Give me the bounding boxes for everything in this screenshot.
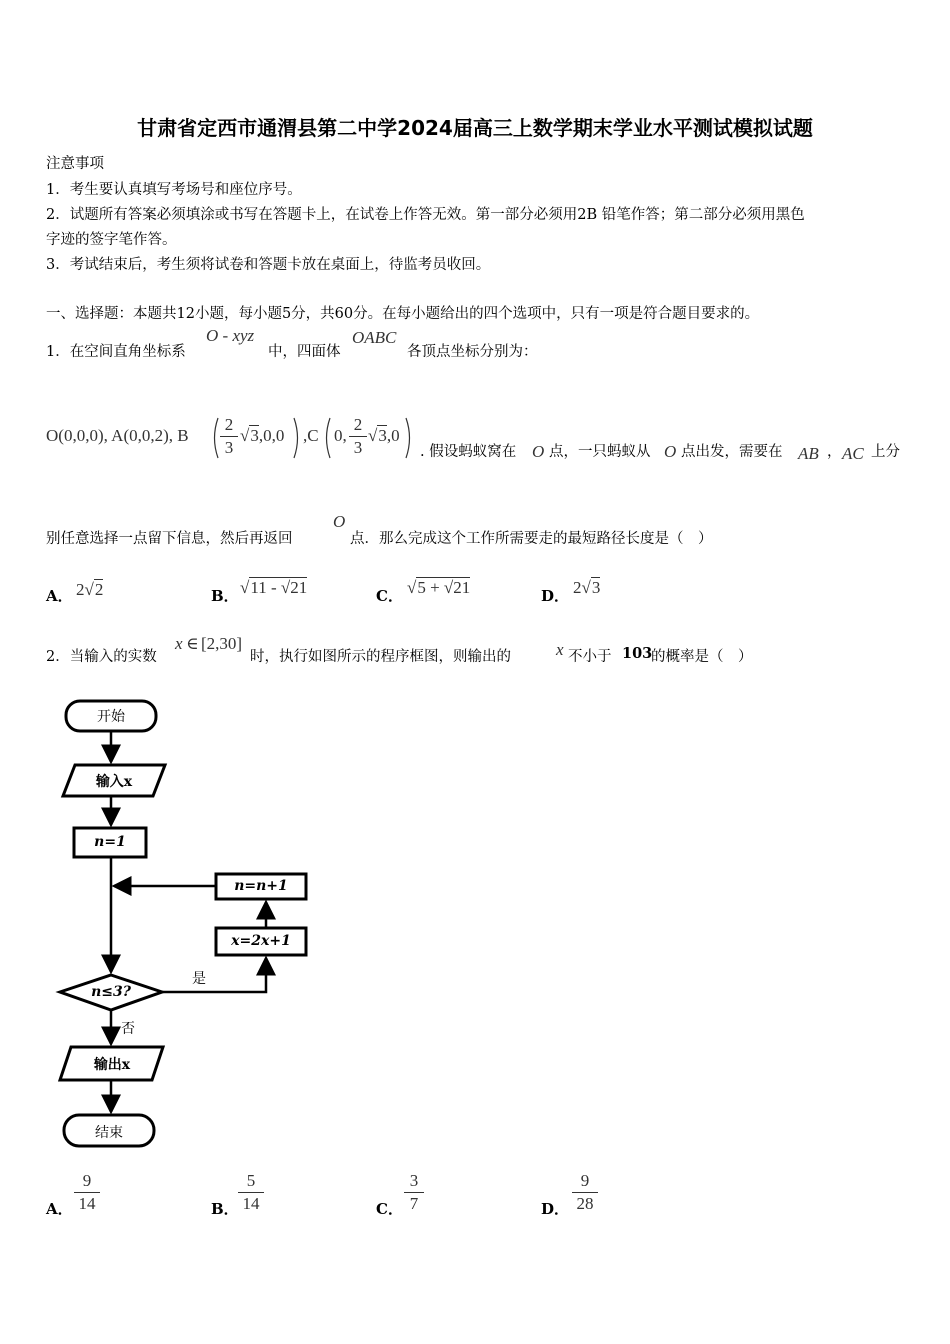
- q1-coords-sep: ,C: [303, 426, 319, 445]
- q1-option-a-rad: 2: [94, 580, 104, 599]
- q1-option-d-coef: 2: [573, 578, 582, 597]
- q2-option-c-den: 7: [409, 1194, 419, 1213]
- fc-cond-label: n≤3?: [91, 984, 131, 1000]
- q2-option-c: [404, 1170, 424, 1215]
- q2-option-a-num: 9: [74, 1170, 100, 1193]
- fc-arrow-cond-update: [162, 958, 266, 992]
- q1-text-f: 点出发，需要在: [681, 444, 783, 460]
- q2-text-c: 不小于: [568, 649, 612, 665]
- fc-output-label: 输出x: [93, 1057, 131, 1073]
- q1-coords-c1: ,0: [386, 426, 400, 445]
- q1-math-tetra: OABC: [352, 328, 397, 347]
- q2-option-c-num: 3: [404, 1170, 424, 1193]
- fc-no-label: 否: [121, 1021, 135, 1037]
- q1-text-c: 各顶点坐标分别为：: [407, 344, 538, 360]
- q1-text-i: 别任意选择一点留下信息，然后再返回: [46, 531, 293, 547]
- q1-frac-c-den: 3: [353, 438, 363, 457]
- q1-sqrt-b: √3,0,0: [240, 426, 285, 445]
- q1-math-ab: AB: [798, 444, 819, 463]
- q1-sqrt-c: √3,0: [368, 426, 400, 445]
- fc-yes-label: 是: [192, 971, 206, 987]
- q1-math-o-1: O: [532, 442, 545, 461]
- q1-text-g: ，: [827, 444, 842, 460]
- notes-item-3: 3．考试结束后，考生须将试卷和答题卡放在桌面上，待监考员收回。: [46, 257, 491, 273]
- q2-option-c-label: C．: [376, 1200, 403, 1218]
- q1-coords-c0: 0,: [334, 426, 347, 445]
- q1-sqrt-c-rad: 3: [378, 426, 387, 445]
- q2-option-b-label: B．: [211, 1200, 239, 1218]
- notes-item-2a: 2．试题所有答案必须填涂或书写在答题卡上，在试卷上作答无效。第一部分必须用2B 铅笔作答；第二部分必须用黑色: [46, 207, 805, 223]
- q1-option-a: 2√2: [76, 580, 104, 599]
- q2-option-d-den: 28: [576, 1194, 594, 1213]
- q1-text-h: 上分: [871, 444, 900, 460]
- q1-option-d: 2√3: [573, 578, 601, 597]
- fc-start-label: 开始: [97, 709, 125, 725]
- q2-text-b: 时，执行如图所示的程序框图，则输出的: [250, 649, 511, 665]
- q2-option-d: [572, 1170, 598, 1215]
- q1-coords-a: O(0,0,0), A(0,0,2), B: [46, 426, 189, 445]
- q2-math-x-2: x: [556, 640, 564, 659]
- page-title: 甘肃省定西市通渭县第二中学2024届高三上数学期末学业水平测试模拟试题: [137, 116, 813, 140]
- q1-option-d-rad: 3: [591, 578, 601, 597]
- q1-option-c-rad: 5 + √21: [417, 578, 471, 597]
- q1-text-j: 点．那么完成这个工作所需要走的最短路径长度是（ ）: [350, 531, 713, 547]
- q1-sqrt-b-rad: 3: [250, 426, 259, 445]
- fc-init-label: n=1: [94, 834, 126, 850]
- q2-option-b-den: 14: [242, 1194, 260, 1213]
- q1-option-b-rad: 11 - √21: [250, 578, 308, 597]
- q1-text-d: . 假设蚂蚁窝在: [420, 444, 517, 460]
- q2-text-d: 的概率是（ ）: [651, 649, 753, 665]
- q2-option-b: [238, 1170, 264, 1215]
- q1-math-o-2: O: [664, 442, 677, 461]
- q1-option-b-label: B．: [211, 587, 239, 605]
- q1-option-d-label: D．: [541, 587, 570, 605]
- q1-option-c: √5 + √21: [407, 578, 471, 597]
- q1-option-b: √11 - √21: [240, 578, 308, 597]
- q2-option-a-den: 14: [78, 1194, 96, 1213]
- q1-text-a: 1．在空间直角坐标系: [46, 344, 186, 360]
- fc-incr-label: n=n+1: [234, 878, 288, 894]
- q2-option-a: [74, 1170, 100, 1215]
- q1-option-a-coef: 2: [76, 580, 85, 599]
- notes-heading: 注意事项: [46, 156, 104, 172]
- q2-math-interval: [2,30]: [201, 634, 243, 653]
- q1-frac-c-num: 2: [349, 414, 367, 437]
- q1-coords-b: ,0,0: [258, 426, 285, 445]
- fc-end-label: 结束: [95, 1125, 123, 1141]
- q2-number-103: 103: [622, 645, 653, 662]
- q1-option-c-label: C．: [376, 587, 403, 605]
- q1-text-b: 中，四面体: [268, 344, 341, 360]
- q1-math-ac: AC: [842, 444, 864, 463]
- q1-math-o-3: O: [333, 512, 346, 531]
- q2-option-a-label: A．: [46, 1200, 73, 1218]
- q1-frac-b-num: 2: [220, 414, 238, 437]
- fc-input-label: 输入x: [95, 774, 133, 790]
- q1-frac-b-den: 3: [224, 438, 234, 457]
- notes-item-1: 1．考生要认真填写考场号和座位序号。: [46, 182, 302, 198]
- q1-option-a-label: A．: [46, 587, 73, 605]
- q2-option-b-num: 5: [238, 1170, 264, 1193]
- q2-option-d-label: D．: [541, 1200, 570, 1218]
- q2-text-a: 2．当输入的实数: [46, 649, 157, 665]
- q1-text-e: 点，一只蚂蚁从: [549, 444, 651, 460]
- fc-update-label: x=2x+1: [231, 933, 291, 949]
- q2-math-in: ∈: [186, 634, 199, 653]
- q2-option-d-num: 9: [572, 1170, 598, 1193]
- q1-math-system: O - xyz: [206, 326, 255, 345]
- section-heading: 一、选择题：本题共12小题，每小题5分，共60分。在每小题给出的四个选项中，只有一项是符合题目要求的。: [46, 306, 760, 322]
- q2-math-x-1: x: [175, 634, 183, 653]
- notes-item-2b: 字迹的签字笔作答。: [46, 232, 177, 248]
